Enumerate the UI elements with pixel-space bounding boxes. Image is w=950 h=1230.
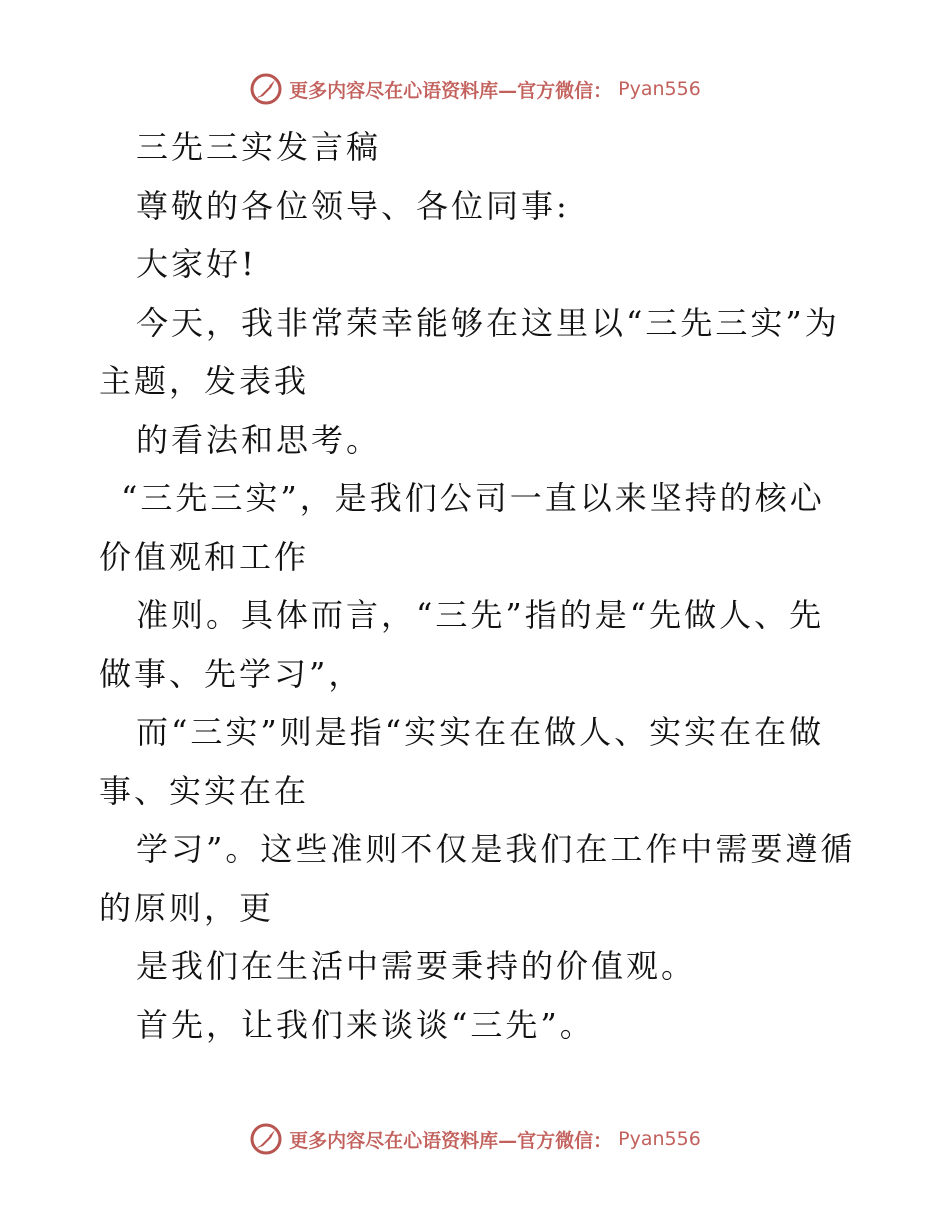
doc-line: 而“三实”则是指“实实在在做人、实实在在做 xyxy=(136,713,825,751)
footer-banner-text: 更多内容尽在心语资料库—官方微信： xyxy=(289,1129,613,1152)
document-body xyxy=(99,118,859,1054)
doc-line: 学习”。这些准则不仅是我们在工作中需要遵循 xyxy=(136,830,856,868)
doc-line: 主题，发表我 xyxy=(99,362,310,400)
doc-title: 三先三实发言稿 xyxy=(136,128,382,166)
doc-salutation: 尊敬的各位领导、各位同事: xyxy=(136,186,570,225)
doc-line: 的看法和思考。 xyxy=(136,420,382,459)
header-banner-text: 更多内容尽在心语资料库—官方微信： xyxy=(289,79,613,102)
footer-watermark-banner xyxy=(0,1122,950,1156)
doc-line: 的原则，更 xyxy=(99,888,275,927)
header-watermark-banner xyxy=(0,72,950,106)
doc-line: “三先三实”，是我们公司一直以来坚持的核心 xyxy=(121,479,825,517)
quill-pen-logo-icon xyxy=(249,1122,283,1156)
footer-banner-wechat: Pyan556 xyxy=(618,1128,701,1150)
quill-pen-logo-icon xyxy=(249,72,283,106)
doc-line: 是我们在生活中需要秉持的价值观。 xyxy=(136,947,697,985)
header-banner-wechat: Pyan556 xyxy=(618,78,701,100)
doc-line: 做事、先学习”， xyxy=(99,654,364,693)
doc-greeting: 大家好! xyxy=(136,245,257,283)
doc-line: 准则。具体而言，“三先”指的是“先做人、先 xyxy=(136,596,825,634)
doc-line: 今天，我非常荣幸能够在这里以“三先三实”为 xyxy=(136,303,840,342)
doc-line: 事、实实在在 xyxy=(99,771,310,810)
doc-line: 价值观和工作 xyxy=(99,537,310,576)
doc-line: 首先，让我们来谈谈“三先”。 xyxy=(136,1005,595,1044)
